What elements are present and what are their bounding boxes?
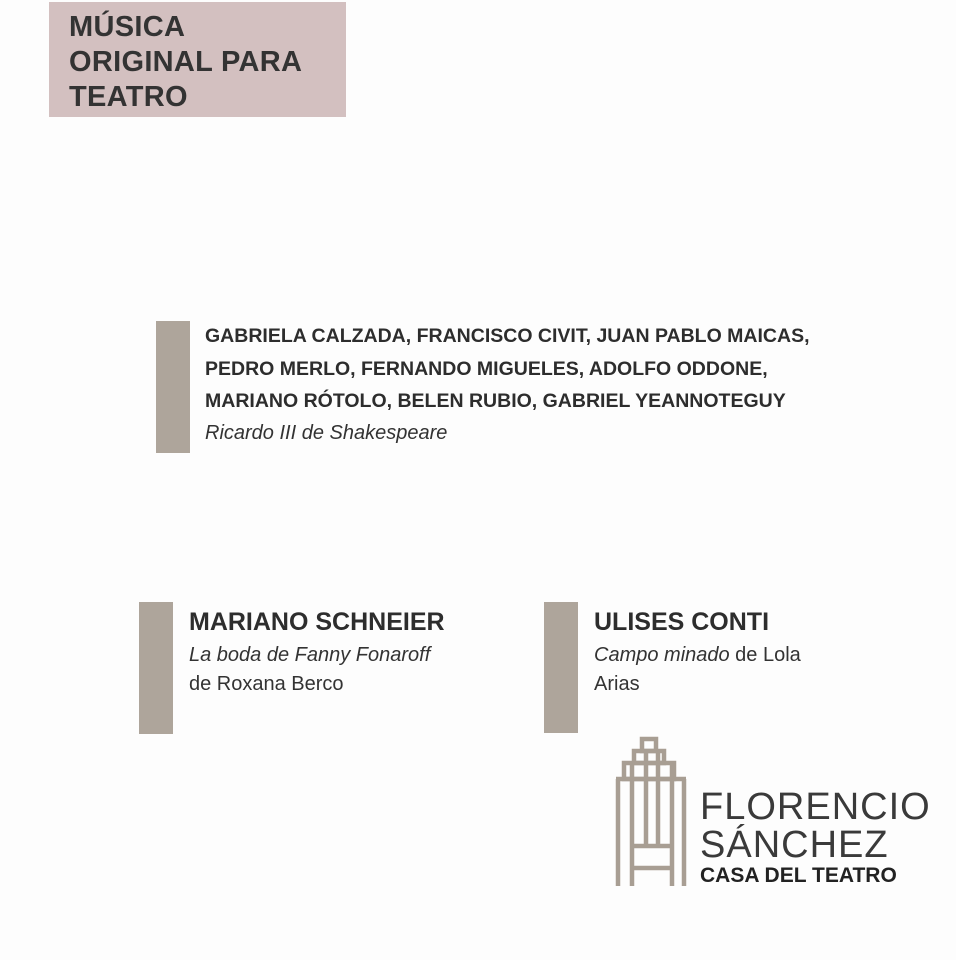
logo-line-florencio: FLORENCIO — [700, 786, 931, 828]
building-icon — [612, 736, 692, 888]
entry-3-work-author-line-1: de Lola — [729, 644, 801, 666]
entry-1-work-title: Ricardo III de Shakespeare — [205, 421, 448, 444]
entry-1 — [205, 320, 810, 448]
entry-1-composers-line-2: PEDRO MERLO, FERNANDO MIGUELES, ADOLFO ODDONE, — [205, 357, 768, 380]
title-line-1: MÚSICA — [69, 11, 186, 43]
entry-2-work-author: de Roxana Berco — [189, 673, 344, 695]
entry-2-composer: MARIANO SCHNEIER — [189, 608, 445, 636]
entry-2 — [189, 606, 445, 699]
section-title-box — [49, 2, 346, 117]
title-line-2: ORIGINAL PARA — [69, 46, 303, 78]
entry-2-accent-bar — [139, 602, 173, 734]
entry-1-composers-line-3: MARIANO RÓTOLO, BELEN RUBIO, GABRIEL YEANNOTEGUY — [205, 390, 786, 412]
entry-3-work-author-line-2: Arias — [594, 673, 640, 695]
entry-2-work-title: La boda de Fanny Fonaroff — [189, 644, 431, 666]
florencio-sanchez-logo — [612, 736, 931, 896]
title-line-3: TEATRO — [69, 81, 188, 113]
entry-3-work-title: Campo minado — [594, 644, 730, 666]
entry-1-work — [205, 418, 810, 448]
logo-line-sanchez: SÁNCHEZ — [700, 824, 889, 866]
entry-3-work — [594, 641, 801, 699]
entry-1-composers-line-1: GABRIELA CALZADA, FRANCISCO CIVIT, JUAN PABLO MAICAS, — [205, 325, 810, 347]
entry-1-accent-bar — [156, 321, 190, 453]
entry-3-composer: ULISES CONTI — [594, 608, 770, 636]
entry-3-accent-bar — [544, 602, 578, 733]
entry-2-work — [189, 641, 445, 699]
entry-3 — [594, 606, 801, 699]
logo-line-casa-del-teatro: CASA DEL TEATRO — [700, 864, 897, 887]
entry-1-composers — [205, 320, 810, 418]
